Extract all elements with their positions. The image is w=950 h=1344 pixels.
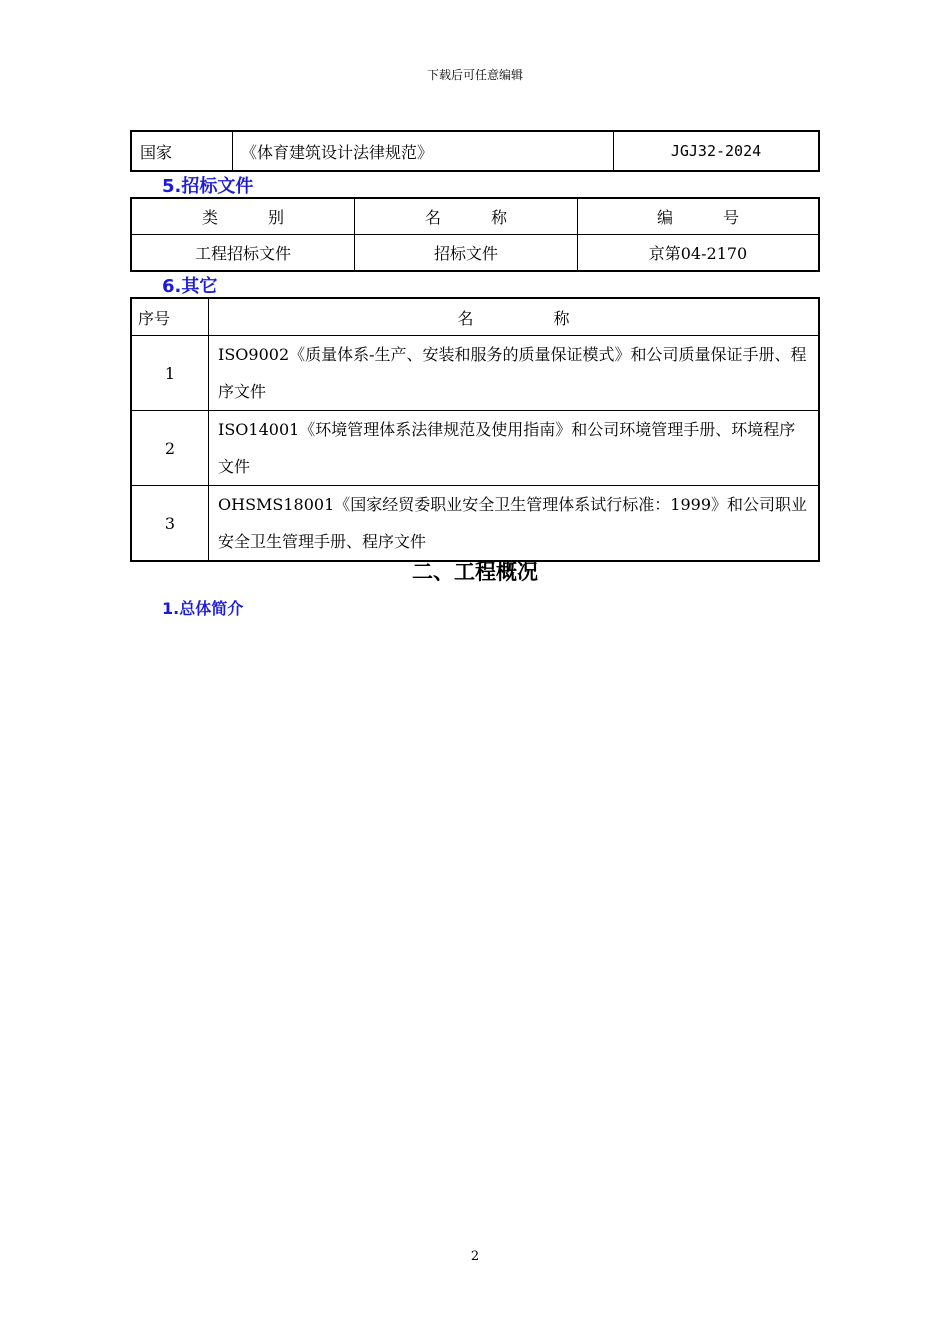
table-row: [131, 235, 819, 272]
tender-name: 招标文件: [355, 235, 578, 272]
row-description: OHSMS18001《国家经贸委职业安全卫生管理体系试行标准：1999》和公司职业安全卫生管理手册、程序文件: [209, 486, 820, 562]
standard-code: JGJ32-2024: [614, 131, 820, 171]
subsection-heading: 1.总体简介: [162, 599, 244, 618]
header-name: 名 称: [355, 198, 578, 235]
row-index: 1: [131, 336, 209, 411]
page-header: 下载后可任意编辑: [426, 68, 523, 82]
standard-name: 《体育建筑设计法律规范》: [233, 131, 614, 171]
table-row: [131, 411, 819, 486]
header-code: 编 号: [578, 198, 820, 235]
standard-category: 国家: [131, 131, 233, 171]
page-number: 2: [470, 1249, 480, 1264]
row-description: ISO14001《环境管理体系法律规范及使用指南》和公司环境管理手册、环境程序文件: [209, 411, 820, 486]
standards-table: [130, 130, 820, 172]
other-documents-table: [130, 297, 820, 562]
table-header-row: [131, 298, 819, 336]
section-6-heading: 6.其它: [162, 276, 218, 297]
table-row: [131, 486, 819, 562]
row-description: ISO9002《质量体系-生产、安装和服务的质量保证模式》和公司质量保证手册、程序文件: [209, 336, 820, 411]
tender-code: 京第04-2170: [578, 235, 820, 272]
row-index: 2: [131, 411, 209, 486]
tender-documents-table: [130, 197, 820, 272]
tender-type: 工程招标文件: [131, 235, 355, 272]
header-name: 名 称: [209, 298, 820, 336]
table-row: [131, 336, 819, 411]
header-type: 类 别: [131, 198, 355, 235]
chapter-heading: 二、工程概况: [412, 560, 538, 584]
section-5-heading: 5.招标文件: [162, 176, 254, 197]
table-header-row: [131, 198, 819, 235]
table-row: [131, 131, 819, 171]
header-index: 序号: [131, 298, 209, 336]
row-index: 3: [131, 486, 209, 562]
